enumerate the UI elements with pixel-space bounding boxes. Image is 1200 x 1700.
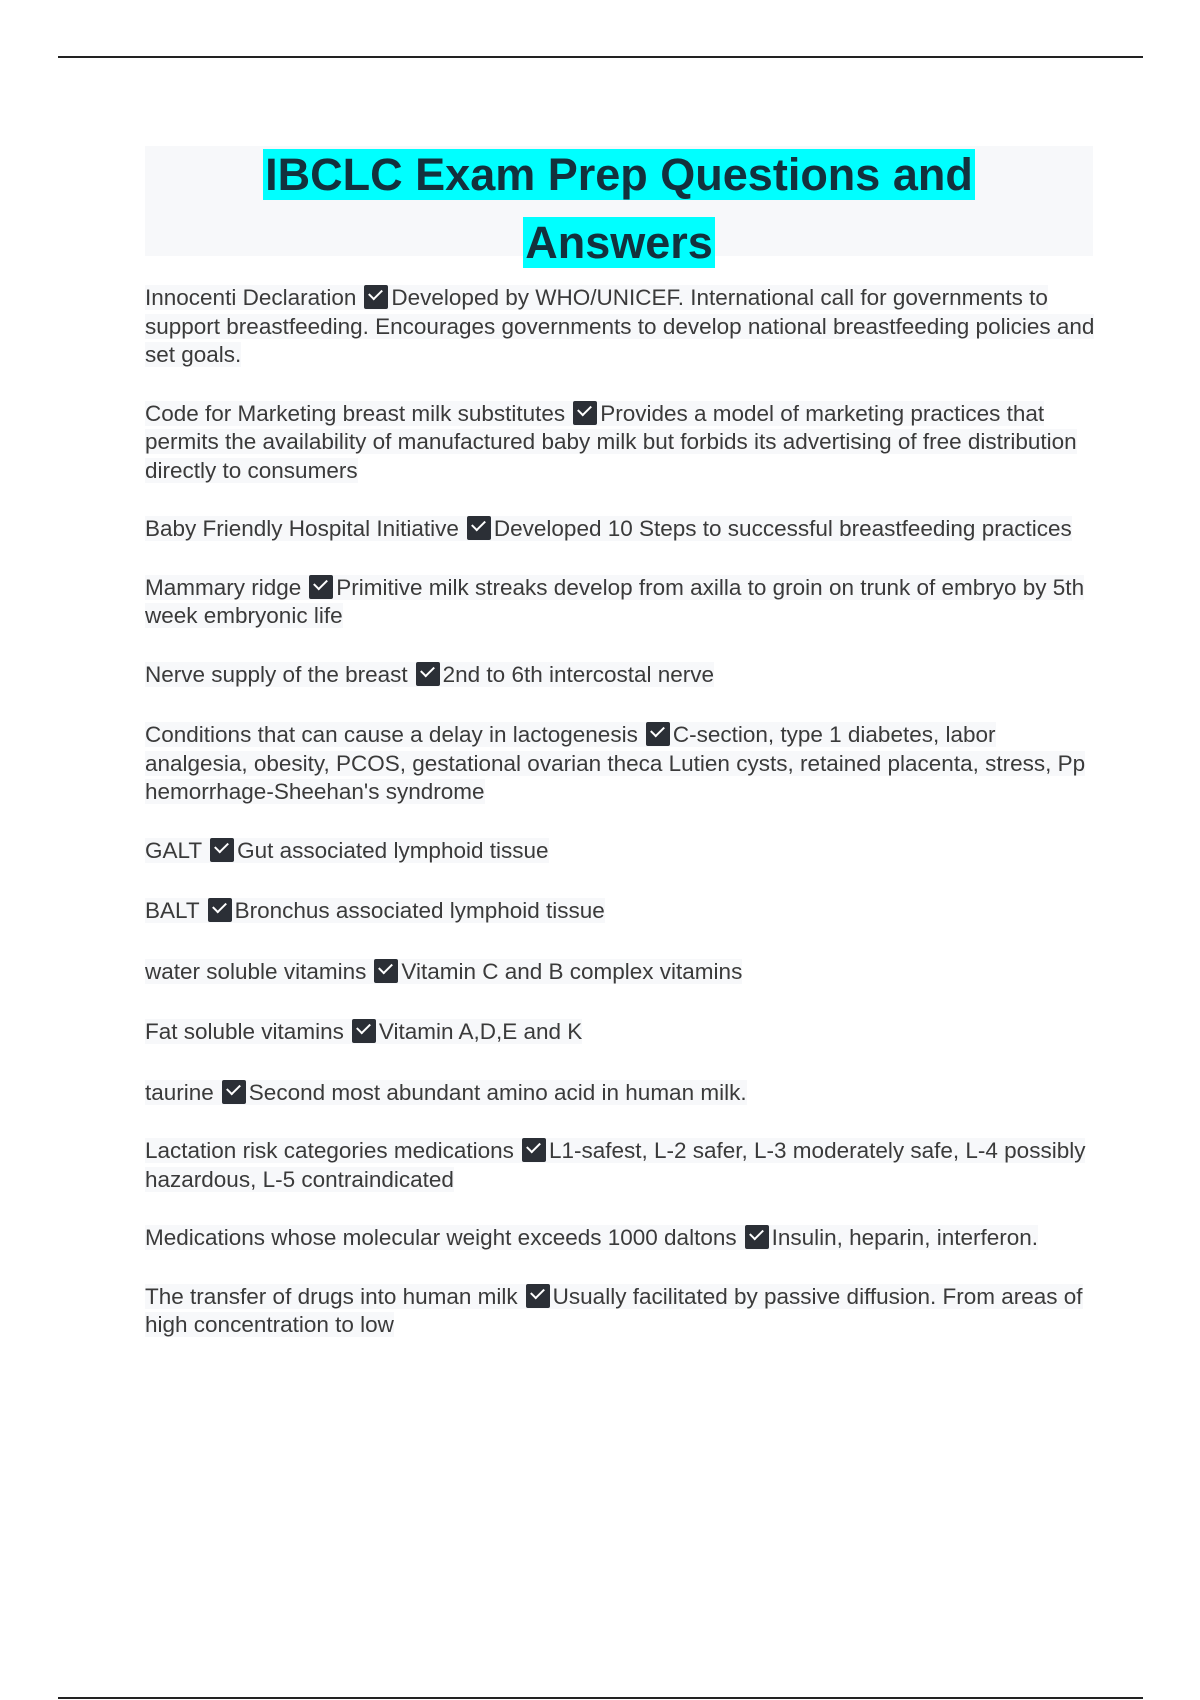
qa-item: [145, 1137, 1095, 1194]
qa-answer: Second most abundant amino acid in human milk.: [248, 1079, 747, 1105]
check-box-icon: [210, 838, 234, 862]
qa-term: Conditions that can cause a delay in lactogenesis: [145, 722, 638, 747]
qa-item: [145, 1283, 1095, 1340]
qa-item: [145, 661, 1095, 690]
qa-item: [145, 897, 1095, 926]
qa-term: BALT: [145, 898, 200, 923]
qa-item: [145, 284, 1095, 370]
top-rule: [58, 56, 1143, 58]
check-box-icon: [374, 959, 398, 983]
bottom-rule: [58, 1697, 1143, 1699]
title-block: [145, 146, 1093, 268]
check-box-icon: [745, 1225, 769, 1249]
qa-answer: 2nd to 6th intercostal nerve: [442, 661, 715, 687]
qa-term: Nerve supply of the breast: [145, 661, 408, 687]
qa-answer: Provides a model of marketing practices that permits the availability of manufactured baby milk but forbids its advertising of free distribution directly to consumers: [145, 400, 1077, 483]
qa-answer: Insulin, heparin, interferon.: [771, 1225, 1039, 1250]
qa-item: [145, 1224, 1095, 1253]
qa-term: Medications whose molecular weight exceeds 1000 daltons: [145, 1225, 737, 1250]
qa-item: [145, 837, 1095, 866]
qa-list: [145, 284, 1095, 1340]
check-box-icon: [416, 662, 440, 686]
qa-answer: Bronchus associated lymphoid tissue: [234, 898, 605, 923]
qa-term: water soluble vitamins: [145, 958, 367, 984]
check-box-icon: [208, 898, 232, 922]
check-box-icon: [526, 1284, 550, 1308]
qa-term: Code for Marketing breast milk substitutes: [145, 400, 566, 426]
qa-item: [145, 400, 1095, 486]
qa-term: taurine: [145, 1079, 214, 1105]
qa-answer: Usually facilitated by passive diffusion. From areas of high concentration to low: [145, 1283, 1083, 1337]
check-box-icon: [222, 1080, 246, 1104]
qa-item: [145, 958, 1095, 987]
qa-item: [145, 515, 1095, 544]
qa-answer: Vitamin A,D,E and K: [378, 1019, 583, 1044]
qa-term: GALT: [145, 837, 203, 863]
page-title-line-1: IBCLC Exam Prep Questions and: [265, 149, 973, 200]
check-box-icon: [364, 285, 388, 309]
qa-item: [145, 1079, 1095, 1108]
qa-term: Fat soluble vitamins: [145, 1019, 344, 1044]
qa-term: Innocenti Declaration: [145, 285, 357, 310]
check-box-icon: [352, 1019, 376, 1043]
qa-item: [145, 721, 1095, 807]
qa-term: Mammary ridge: [145, 574, 302, 600]
qa-answer: C-section, type 1 diabetes, labor analgesia, obesity, PCOS, gestational ovarian theca Lutien cysts, retained placenta, stress, Pp hemorrhage-Sheehan's syndrome: [145, 722, 1086, 804]
qa-answer: Gut associated lymphoid tissue: [237, 837, 549, 863]
check-box-icon: [522, 1138, 546, 1162]
qa-item: [145, 574, 1095, 631]
check-box-icon: [646, 722, 670, 746]
check-box-icon: [467, 516, 491, 540]
qa-answer: Vitamin C and B complex vitamins: [401, 958, 743, 984]
page-title-line-2: Answers: [525, 217, 713, 268]
check-box-icon: [309, 575, 333, 599]
qa-answer: Primitive milk streaks develop from axilla to groin on trunk of embryo by 5th week embryonic life: [145, 574, 1085, 628]
check-box-icon: [573, 401, 597, 425]
qa-term: The transfer of drugs into human milk: [145, 1283, 518, 1309]
qa-answer: Developed 10 Steps to successful breastfeeding practices: [493, 516, 1072, 541]
qa-item: [145, 1018, 1095, 1047]
qa-answer: L1-safest, L-2 safer, L-3 moderately safe, L-4 possibly hazardous, L-5 contraindicated: [145, 1138, 1086, 1192]
qa-term: Baby Friendly Hospital Initiative: [145, 516, 459, 541]
qa-term: Lactation risk categories medications: [145, 1138, 514, 1163]
qa-answer: Developed by WHO/UNICEF. International call for governments to support breastfeeding. Encourages governments to develop national breastfeeding policies and set goals.: [145, 285, 1095, 367]
